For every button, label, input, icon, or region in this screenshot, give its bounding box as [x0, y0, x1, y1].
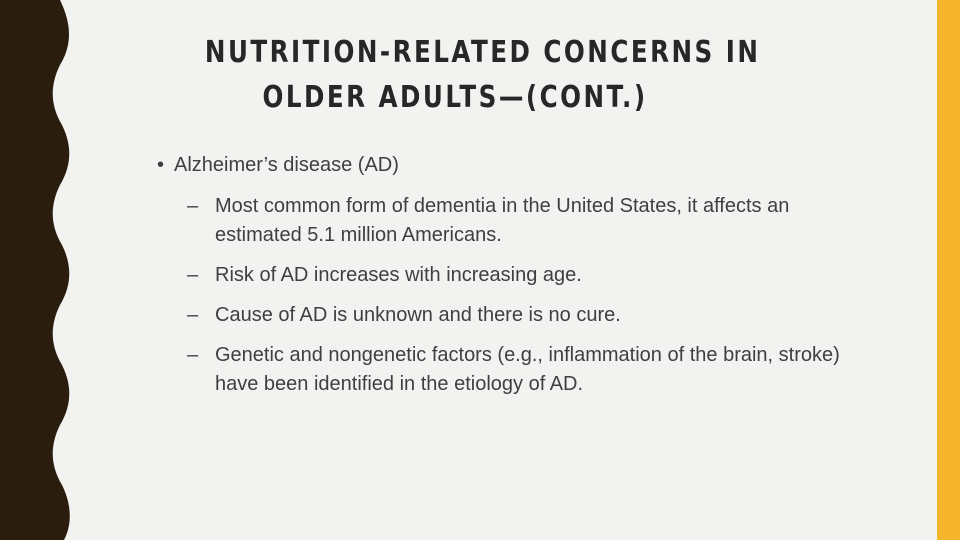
dash-marker: – [187, 195, 199, 217]
main-bullet [157, 152, 399, 178]
main-bullet-text: Alzheimer’s disease (AD) [174, 154, 399, 176]
dash-marker: – [187, 304, 199, 326]
sub-item-text: Genetic and nongenetic factors (e.g., inflammation of the brain, stroke) have been identified in the etiology of AD. [215, 344, 840, 395]
sub-bullet-list [187, 192, 847, 410]
slide-title [204, 30, 761, 120]
bullet-marker: • [157, 154, 165, 176]
title-line-1: NUTRITION-RELATED CONCERNS IN [204, 35, 761, 70]
list-item [187, 301, 847, 330]
accent-side-bar [937, 0, 960, 540]
dash-marker: – [187, 264, 199, 286]
sub-item-text: Risk of AD increases with increasing age. [215, 264, 582, 286]
list-item [187, 192, 847, 250]
title-line-2: OLDER ADULTS—(CONT.) [262, 80, 648, 115]
sub-item-text: Cause of AD is unknown and there is no cure. [215, 304, 621, 326]
wavy-border-shape [0, 0, 70, 540]
dash-marker: – [187, 344, 199, 366]
wavy-left-border [0, 0, 80, 540]
list-item [187, 341, 847, 399]
list-item [187, 261, 847, 290]
sub-item-text: Most common form of dementia in the United States, it affects an estimated 5.1 million Americans. [215, 195, 790, 246]
